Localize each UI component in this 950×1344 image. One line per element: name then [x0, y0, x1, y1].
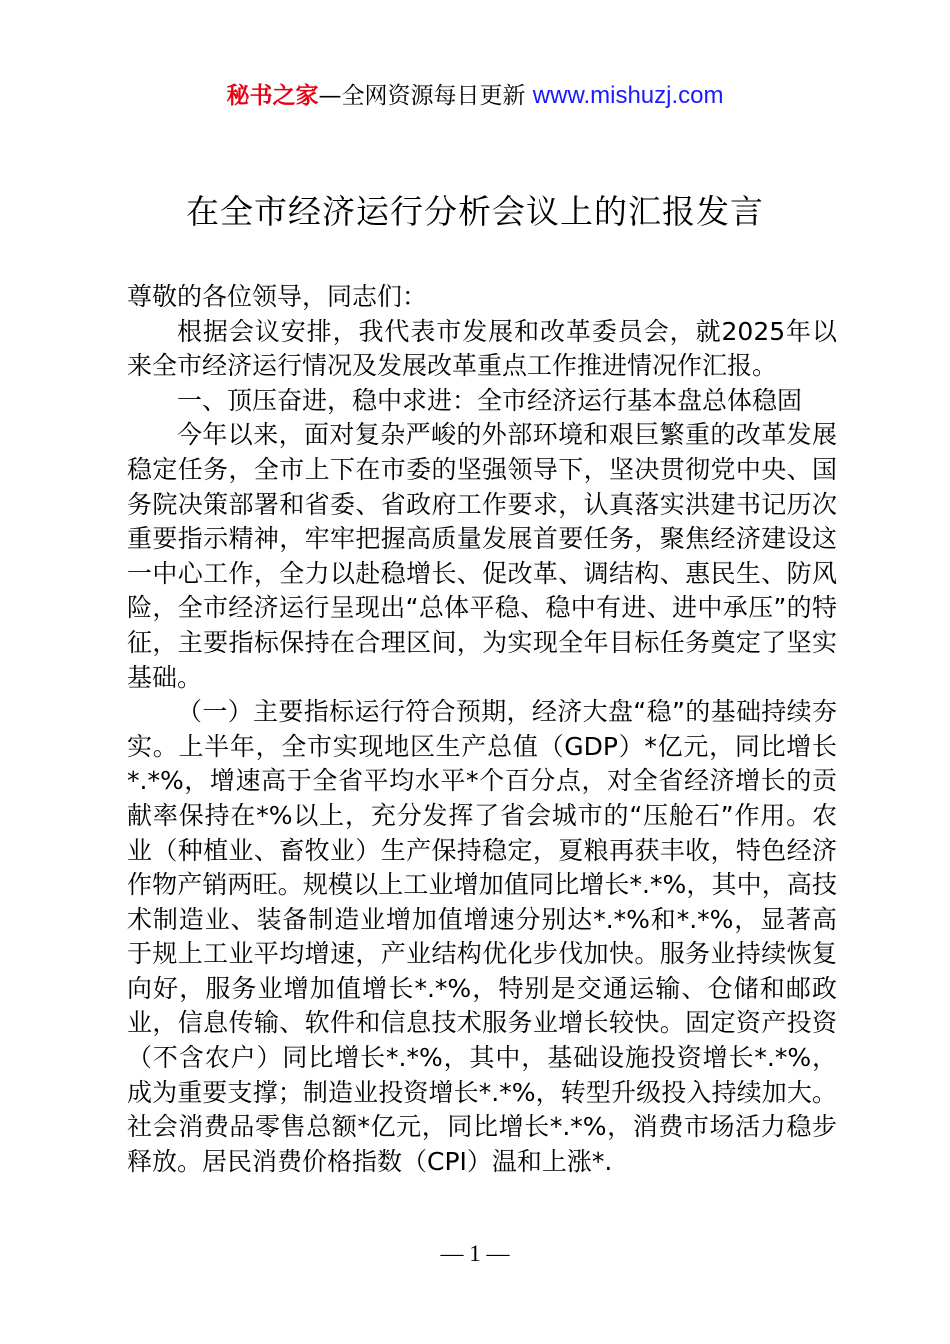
section-heading: 一、顶压奋进，稳中求进：全市经济运行基本盘总体稳固: [177, 385, 803, 415]
document-title: 在全市经济运行分析会议上的汇报发言: [186, 192, 764, 231]
intro-paragraph: 根据会议安排，我代表市发展和改革委员会，就2025年以来全市经济运行情况及发展改革重点工作推进情况作汇报。: [127, 316, 837, 381]
site-tagline: —全网资源每日更新: [318, 83, 526, 109]
page-number: — 1 —: [440, 1241, 510, 1266]
salutation: 尊敬的各位领导，同志们：: [127, 282, 428, 311]
document-body: [127, 280, 837, 1179]
site-url-link[interactable]: www.mishuzj.com: [532, 82, 724, 109]
site-header: [0, 80, 950, 112]
body-paragraph: 今年以来，面对复杂严峻的外部环境和艰巨繁重的改革发展稳定任务，全市上下在市委的坚强领导下，坚决贯彻党中央、国务院决策部署和省委、省政府工作要求，认真落实洪建书记历次重要指示精神，牢牢把握高质量发展首要任务，聚焦经济建设这一中心工作，全力以赴稳增长、促改革、调结构、惠民生、防风险，全市经济运行呈现出“总体平稳、稳中有进、进中承压”的特征，主要指标保持在合理区间，为实现全年目标任务奠定了坚实基础。: [127, 420, 837, 692]
body-paragraph: （一）主要指标运行符合预期，经济大盘“稳”的基础持续夯实。上半年，全市实现地区生产总值（GDP）*亿元，同比增长*.*%，增速高于全省平均水平*个百分点，对全省经济增长的贡献率保持在*%以上，充分发挥了省会城市的“压舱石”作用。农业（种植业、畜牧业）生产保持稳定，夏粮再获丰收，特色经济作物产销两旺。规模以上工业增加值同比增长*.*%，其中，高技术制造业、装备制造业增加值增速分别达*.*%和*.*%，显著高于规上工业平均增速，产业结构优化步伐加快。服务业持续恢复向好，服务业增加值增长*.*%，特别是交通运输、仓储和邮政业，信息传输、软件和信息技术服务业增长较快。固定资产投资（不含农户）同比增长*.*%，其中，基础设施投资增长*.*%，成为重要支撑；制造业投资增长*.*%，转型升级投入持续加大。社会消费品零售总额*亿元，同比增长*.*%，消费市场活力稳步释放。居民消费价格指数（CPI）温和上涨*.: [127, 697, 837, 1176]
site-brand: 秘书之家: [226, 83, 319, 109]
